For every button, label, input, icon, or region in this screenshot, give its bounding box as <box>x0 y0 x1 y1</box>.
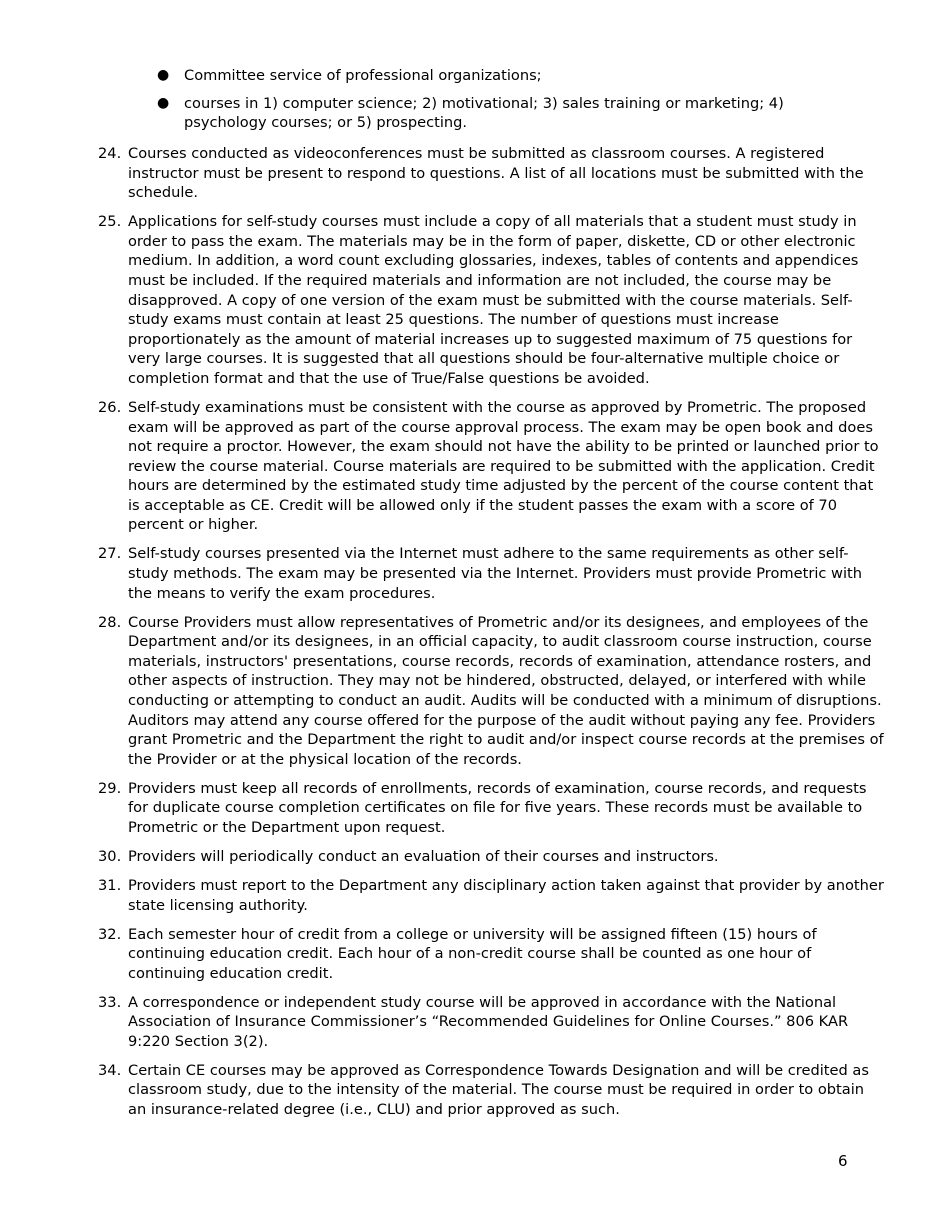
list-item <box>98 398 886 535</box>
item-number: 32. <box>98 925 122 943</box>
item-number: 25. <box>98 213 122 231</box>
item-text: Self-study examinations must be consistent with the course as approved by Prometric. The proposed exam will be approved as part of the course approval process. The exam may be open book and does not require a proctor. However, the exam should not have the ability to be printed or launched prior to review the course material. Course materials are required to be submitted with the application. Credit hours are determined by the estimated study time adjusted by the percent of the course content that is acceptable as CE. Credit will be allowed only if the student passes the exam with a score of 70 percent or higher. <box>128 398 879 534</box>
item-text: Self-study courses presented via the Internet must adhere to the same requirements as other self-study methods. The exam may be presented via the Internet. Providers must provide Prometric with the means to verify the exam procedures. <box>128 545 862 602</box>
item-number: 33. <box>98 993 122 1011</box>
item-text: Each semester hour of credit from a college or university will be assigned fifteen (15) hours of continuing education credit. Each hour of a non-credit course shall be counted as one hour of continuing education credit. <box>128 925 817 982</box>
bullet-item <box>156 94 856 133</box>
bullet-text: Committee service of professional organizations; <box>184 67 542 84</box>
bullet-dot-icon: ● <box>157 94 170 111</box>
item-text: Providers must keep all records of enrollments, records of examination, course records, and requests for duplicate course completion certificates on file for five years. These records must be available to Prometric or the Department upon request. <box>128 779 867 836</box>
item-text: Course Providers must allow representatives of Prometric and/or its designees, and employees of the Department and/or its designees, in an official capacity, to audit classroom course instruction, course materials, instructors' presentations, course records, records of examination, attendance rosters, and other aspects of instruction. They may not be hindered, obstructed, delayed, or interfered with while conducting or attempting to conduct an audit. Audits will be conducted with a minimum of disruptions. Auditors may attend any course offered for the purpose of the audit without paying any fee. Providers grant Prometric and the Department the right to audit and/or inspect course records at the premises of the Provider or at the physical location of the records. <box>128 613 884 768</box>
item-number: 24. <box>98 145 122 162</box>
item-number: 29. <box>98 779 122 797</box>
list-item <box>98 212 886 388</box>
item-text: Providers must report to the Department any disciplinary action taken against that provider by another state licensing authority. <box>128 876 884 914</box>
list-item <box>98 847 886 867</box>
item-number: 34. <box>98 1061 122 1079</box>
list-item <box>98 779 886 838</box>
bullet-text: courses in 1) computer science; 2) motivational; 3) sales training or marketing; 4) psychology courses; or 5) prospecting. <box>184 94 784 132</box>
item-text: Courses conducted as videoconferences must be submitted as classroom courses. A registered instructor must be present to respond to questions. A list of all locations must be submitted with the schedule. <box>128 145 864 202</box>
numbered-list <box>98 144 886 1129</box>
list-item <box>98 613 886 770</box>
item-number: 26. <box>98 398 122 416</box>
list-item <box>98 544 886 603</box>
list-item <box>98 876 886 915</box>
item-text: Applications for self-study courses must include a copy of all materials that a student must study in order to pass the exam. The materials may be in the form of paper, diskette, CD or other electronic medium. In addition, a word count excluding glossaries, indexes, tables of contents and appendices must be included. If the required materials and information are not included, the course may be disapproved. A copy of one version of the exam must be submitted with the course materials. Self-study exams must contain at least 25 questions. The number of questions must increase proportionately as the amount of material increases up to suggested maximum of 75 questions for very large courses. It is suggested that all questions should be four-alternative multiple choice or completion format and that the use of True/False questions be avoided. <box>128 213 859 387</box>
list-item <box>98 144 886 203</box>
item-number: 31. <box>98 876 122 894</box>
list-item <box>98 993 886 1052</box>
list-item <box>98 1061 886 1120</box>
item-text: A correspondence or independent study course will be approved in accordance with the National Association of Insurance Commissioner’s “Recommended Guidelines for Online Courses.” 806 KAR 9:220 Section 3(2). <box>128 993 849 1050</box>
bullet-dot-icon: ● <box>157 67 170 83</box>
item-text: Providers will periodically conduct an evaluation of their courses and instructors. <box>128 847 719 865</box>
item-number: 27. <box>98 545 122 563</box>
bullet-item <box>156 66 856 86</box>
item-number: 30. <box>98 847 122 865</box>
item-number: 28. <box>98 613 122 631</box>
item-text: Certain CE courses may be approved as Correspondence Towards Designation and will be credited as classroom study, due to the intensity of the material. The course must be required in order to obtain an insurance-related degree (i.e., CLU) and prior approved as such. <box>128 1061 869 1119</box>
list-item <box>98 925 886 984</box>
bullet-list <box>156 66 856 141</box>
page-number: 6 <box>838 1152 848 1170</box>
